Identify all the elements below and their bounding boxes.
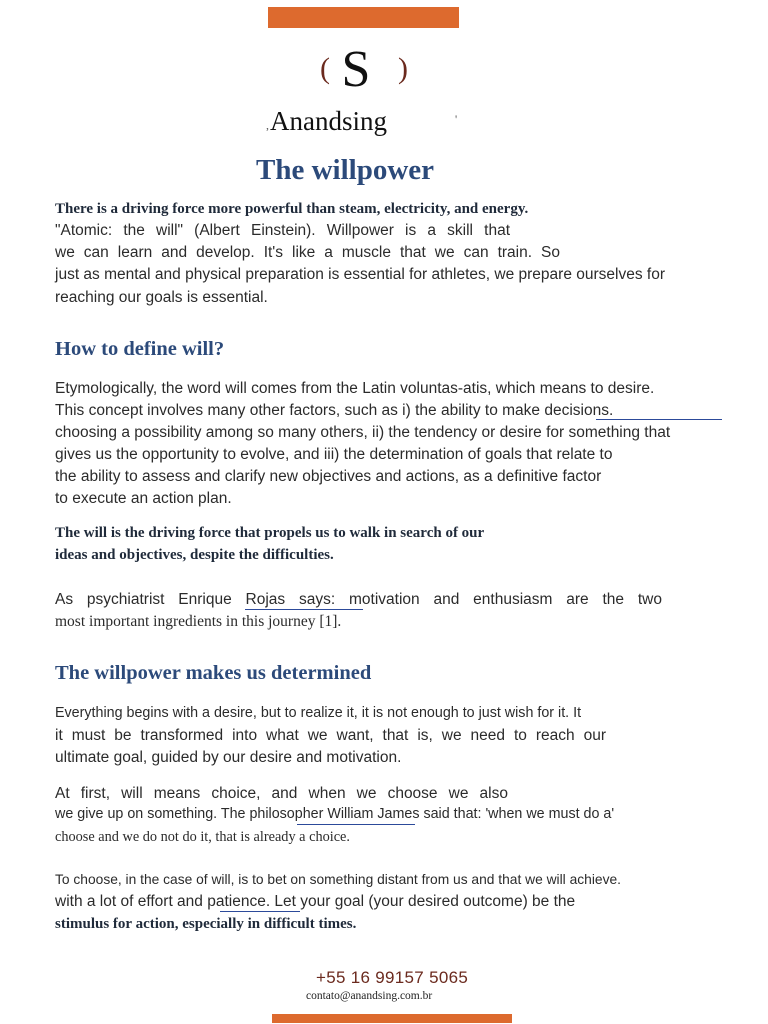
- page-title: The willpower: [255, 154, 435, 186]
- logo-paren-left: (: [320, 52, 330, 85]
- quote-line: As psychiatrist Enrique Rojas says: motivation and enthusiasm are the two: [55, 591, 662, 608]
- section-heading-define-will: How to define will?: [55, 338, 225, 360]
- footer-email: contato@anandsing.com.br: [306, 990, 433, 1002]
- body-line: gives us the opportunity to evolve, and iii) the determination of goals that relate to: [55, 446, 613, 463]
- intro-line-bold: There is a driving force more powerful than steam, electricity, and energy.: [55, 201, 529, 217]
- quote-line: most important ingredients in this journey [1].: [55, 613, 342, 630]
- logo: [320, 41, 408, 100]
- brand-name: Anandsing: [270, 106, 387, 136]
- brand-mark-left: ,: [266, 118, 269, 132]
- footer-phone: +55 16 99157 5065: [316, 968, 469, 987]
- body-line: with a lot of effort and patience. Let your goal (your desired outcome) be the: [55, 893, 576, 910]
- body-line: to execute an action plan.: [55, 490, 232, 507]
- body-line: it must be transformed into what we want, that is, we need to reach our: [55, 727, 606, 744]
- link-underline-william-james: [297, 824, 415, 825]
- intro-line: "Atomic: the will" (Albert Einstein). Willpower is a skill that: [55, 222, 510, 239]
- logo-letter: S: [341, 41, 371, 98]
- body-line: Etymologically, the word will comes from the Latin voluntas-atis, which means to desire.: [55, 380, 655, 397]
- top-accent-bar: [268, 7, 459, 28]
- bold-statement-line: The will is the driving force that propels us to walk in search of our: [55, 525, 485, 541]
- intro-line: we can learn and develop. It's like a muscle that we can train. So: [55, 244, 560, 261]
- link-underline-patience: [220, 911, 300, 912]
- section-heading-determined: The willpower makes us determined: [55, 662, 372, 684]
- link-underline-rojas: [245, 609, 363, 610]
- intro-line: just as mental and physical preparation is essential for athletes, we prepare ourselves for: [55, 266, 665, 283]
- logo-paren-right: ): [398, 52, 408, 85]
- bottom-accent-bar: [272, 1014, 512, 1023]
- body-line: To choose, in the case of will, is to bet on something distant from us and that we will achieve.: [55, 872, 621, 887]
- body-line: the ability to assess and clarify new objectives and actions, as a definitive factor: [55, 468, 602, 485]
- body-line: choosing a possibility among so many others, ii) the tendency or desire for something that: [55, 424, 671, 441]
- body-line-bold: stimulus for action, especially in difficult times.: [55, 916, 357, 932]
- brand-mark-right: ': [455, 112, 458, 126]
- body-line: ultimate goal, guided by our desire and motivation.: [55, 749, 402, 766]
- body-line: Everything begins with a desire, but to realize it, it is not enough to just wish for it. It: [55, 705, 582, 721]
- body-line: At first, will means choice, and when we choose we also: [55, 785, 508, 802]
- body-line: choose and we do not do it, that is already a choice.: [55, 829, 350, 845]
- intro-line: reaching our goals is essential.: [55, 289, 268, 306]
- body-line: This concept involves many other factors, such as i) the ability to make decisions.: [55, 402, 614, 419]
- bold-statement-line: ideas and objectives, despite the difficulties.: [55, 547, 334, 563]
- body-line: we give up on something. The philosopher William James said that: 'when we must do a': [55, 806, 615, 822]
- link-underline-decisions: [596, 419, 722, 420]
